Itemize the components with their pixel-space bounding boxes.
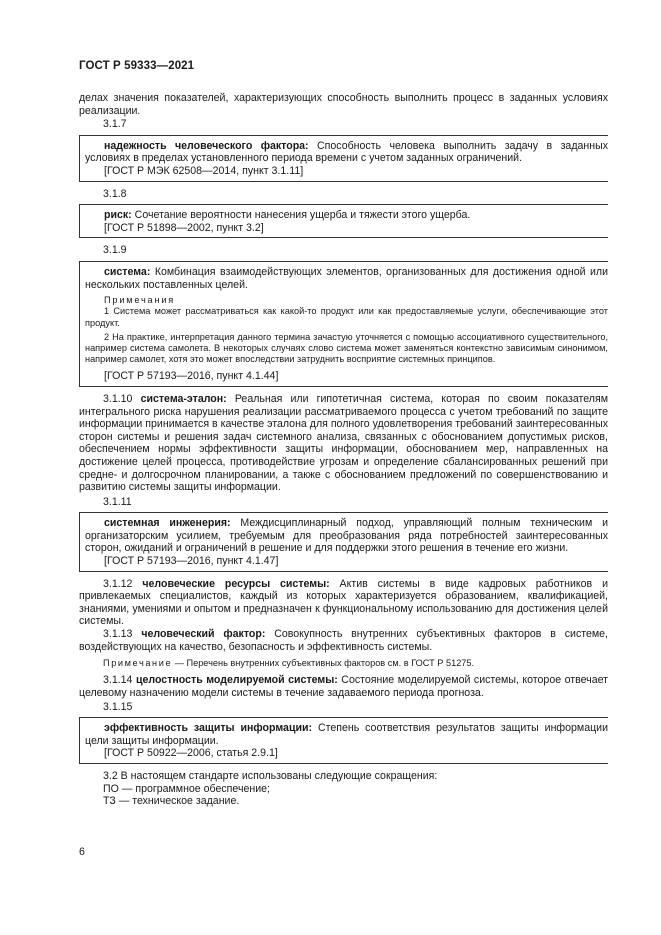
term-name: системная инженерия: <box>104 517 231 530</box>
term-number: 3.1.13 <box>103 628 133 641</box>
term-box-3-1-15 <box>79 717 608 764</box>
term-definition-3-1-14 <box>79 674 608 699</box>
term-name: система-эталон: <box>140 392 227 405</box>
term-name: система: <box>104 265 151 278</box>
term-name: надежность человеческого фактора: <box>104 139 309 152</box>
abbreviation-tz: ТЗ — техническое задание. <box>103 795 240 808</box>
term-definition-3-1-12 <box>79 578 608 628</box>
term-source-3-1-15: [ГОСТ Р 50922—2006, статья 2.9.1] <box>104 747 278 760</box>
term-number-3-1-9: 3.1.9 <box>103 244 127 257</box>
term-text: Актив системы в виде кадровых работников и привлекаемых специалистов, каждый из которых характеризуется образованием, квалификацией, знаниями, умениями и опытом и предназначен к функциональному использованию для достижения целей системы. <box>79 577 608 628</box>
term-box-3-1-7 <box>79 135 608 182</box>
term-number: 3.1.12 <box>103 577 133 590</box>
term-text: Реальная или гипотетичная система, которая по своим показателям интегрального риска нарушения реализации рассматриваемого процесса с учетом требований по защите информации принимается в качестве эталона для полного удовлетворения требований заинтересованных сторон системы и решения задач системного анализа, связанных с обоснованием допустимых рисков, обеспечением нормы эффективности защиты информации, обоснованием мер, направленных на достижение целей процесса, противодействие угрозам и определение сбалансированных решений при средне- и долгосрочном планировании, а также с обоснованием предложений по совершенствованию и развитию системы защиты информации. <box>79 392 608 494</box>
term-source-3-1-9: [ГОСТ Р 57193—2016, пункт 4.1.44] <box>104 370 279 383</box>
term-text: Состояние моделируемой системы, которое отвечает целевому назначению модели системы в течение задаваемого периода прогноза. <box>79 674 608 700</box>
term-definition-3-1-9 <box>85 266 608 291</box>
term-box-3-1-11 <box>79 512 608 571</box>
term-text: Сочетание вероятности нанесения ущерба и тяжести этого ущерба. <box>131 209 471 222</box>
term-number: 3.1.14 <box>103 674 133 687</box>
page-content <box>79 92 608 808</box>
term-source-3-1-7: [ГОСТ Р МЭК 62508—2014, пункт 3.1.11] <box>104 164 304 177</box>
term-name: целостность моделируемой системы: <box>135 674 338 687</box>
term-name: человеческие ресурсы системы: <box>142 577 330 590</box>
notes-heading: Примечания <box>104 295 176 306</box>
term-text: Степень соответствия результатов защиты информации цели защиты информации. <box>85 722 608 747</box>
term-number: 3.1.10 <box>103 392 133 405</box>
notes-block <box>85 295 608 365</box>
note-text: — Перечень внутренних субъективных факторов см. в ГОСТ Р 51275. <box>172 658 475 669</box>
note-label: Примечание <box>103 658 173 669</box>
term-definition-3-1-15 <box>85 722 608 747</box>
note-1: 1 Система может рассматриваться как какой-то продукт или как предоставляемые услуги, обеспечивающие этот продукт. <box>85 306 608 328</box>
term-text: Комбинация взаимодействующих элементов, организованных для достижения одной или нескольких поставленных целей. <box>85 265 608 291</box>
term-text: Междисциплинарный подход, управляющий полным техническим и организаторским усилием, требуемым для преобразования ряда потребностей заинтересованных сторон, ожиданий и ограничений в решение и для поддержки этого решения в течение его жизни. <box>85 517 608 555</box>
note-2: 2 На практике, интерпретация данного термина зачастую уточняется с помощью ассоциативного существительного, например система самолета. В некоторых случаях слово система может заменяться контекстно зависимым синонимом, например самолет, хотя это может впоследствии затруднить восприятие системных принципов. <box>85 331 608 365</box>
term-box-3-1-8 <box>79 204 608 238</box>
term-definition-3-1-11 <box>85 517 608 555</box>
page-number: 6 <box>79 846 85 858</box>
term-definition-3-1-13 <box>79 628 608 653</box>
abbreviation-po: ПО — программное обеспечение; <box>103 782 270 795</box>
intro-paragraph: делах значения показателей, характеризующих способность выполнить процесс в заданных условиях реализации. <box>79 92 608 117</box>
page-header: ГОСТ Р 59333—2021 <box>79 60 195 72</box>
term-name: риск: <box>104 209 132 222</box>
term-number-3-1-11: 3.1.11 <box>103 495 132 508</box>
term-definition-3-1-8 <box>85 209 608 222</box>
term-definition-3-1-10 <box>79 393 608 494</box>
term-definition-3-1-7 <box>85 140 608 165</box>
term-number-3-1-7: 3.1.7 <box>103 118 127 131</box>
note-3-1-13 <box>79 658 608 669</box>
term-box-3-1-9 <box>79 261 608 387</box>
term-number-3-1-15: 3.1.15 <box>103 700 133 713</box>
term-source-3-1-11: [ГОСТ Р 57193—2016, пункт 4.1.47] <box>104 555 279 568</box>
term-name: человеческий фактор: <box>141 628 266 641</box>
term-source-3-1-8: [ГОСТ Р 51898—2002, пункт 3.2] <box>104 221 264 234</box>
section-3-2-intro: 3.2 В настоящем стандарте использованы следующие сокращения: <box>103 769 438 782</box>
term-number-3-1-8: 3.1.8 <box>103 187 127 200</box>
term-text: Способность человека выполнить задачу в заданных условиях в пределах установленного периода времени с учетом заданных ограничений. <box>85 139 609 165</box>
term-name: эффективность защиты информации: <box>104 722 313 735</box>
term-text: Совокупность внутренних субъективных факторов в системе, воздействующих на качество, безопасность и эффективность системы. <box>79 628 608 653</box>
